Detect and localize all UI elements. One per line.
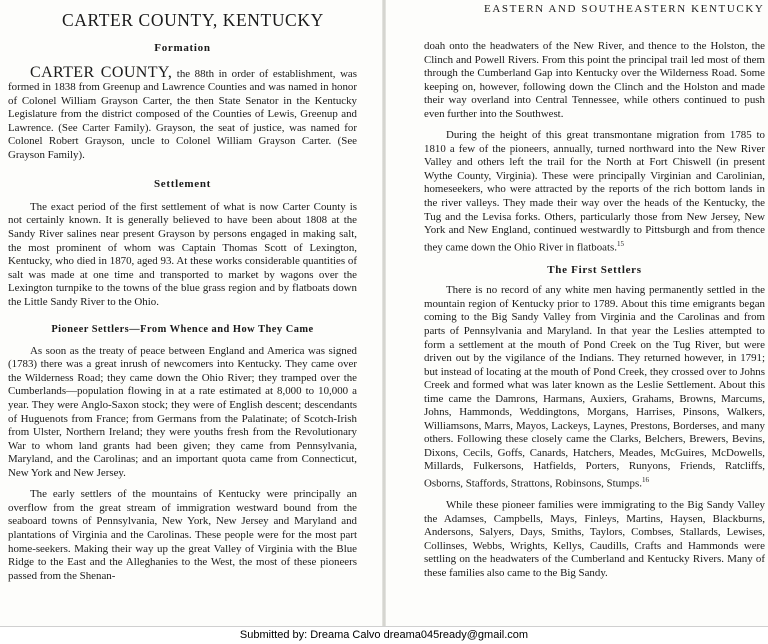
right-running-head: EASTERN AND SOUTHEASTERN KENTUCKY [484,3,765,15]
left-running-head: CARTER COUNTY, KENTUCKY [62,10,324,30]
formation-paragraph [8,63,358,163]
migration-paragraph [424,129,765,255]
continued-paragraph: doah onto the headwaters of the New River, and thence to the Holston, the Clinch and Powell Rivers. From this point the principal trail led most of them through the Cumberland Gap into Kentucky over the Wilderness Road. Some keeping on, however, following down the Clinch and the Holston and made their way overland into Central Tennessee, while others continued to push even further into the Southwest. [424,40,765,120]
left-page [0,0,384,626]
migration-text: During the height of this great transmontane migration from 1785 to 1810 a few of the pioneers, annually, turned northward into the New River Valley and others left the trail for the North at Fort Chiswell (in present Wythe County, Virginia). These were principally Virginian and Carolinian, homeseekers, who were attracted by the reports of the rich bottom lands in the river valleys. They made their way over the heads of the Kentucky, the Tug and the Levisa forks. Others, particularly those from New Jersey, New York and New England, continued westwardly to Pittsburgh and from thence they came down the Ohio River in flatboats. [424,129,765,254]
submission-credit: Submitted by: Dreama Calvo dreama045ready@gmail.com [0,626,768,644]
formation-text: the 88th in order of establishment, was formed in 1838 from Greenup and Lawrence Counties and was named in honor of Colonel William Grayson Carter, the then State Senator in the Kentucky Legislature from the district composed of the Counties of Lewis, Greenup and Lawrence. (See Carter Family). Grayson, the seat of justice, was named for Colonel Robert Grayson, uncle to Colonel William Grayson Carter. (See Grayson Family). [8,67,358,161]
left-column [8,42,357,583]
footnote-marker-15: 15 [616,239,624,248]
formation-opener: CARTER COUNTY, [30,63,173,81]
first-settlers-heading: The First Settlers [547,263,642,276]
settlement-paragraph: The exact period of the first settlement of what is now Carter County is not certainly known. It is generally believed to have been about 1808 at the Sandy River salines near present Grayson by persons engaged in making salt, the most prominent of whom was Captain Thomas Scott of Lexington, Kentucky, who died in 1870, aged 93. At these works considerable quantities of salt was made at one time and transported to market by wagons over the Lexington turnpike to the towns of the blue grass region and by flatboats down the Little Sandy River to the Ohio. [8,200,357,308]
settlement-heading: Settlement [153,178,212,191]
formation-heading: Formation [154,42,211,54]
right-column [424,40,765,580]
footnote-marker-16: 16 [641,476,649,485]
first-settlers-text-1: There is no record of any white men having permanently settled in the mountain region of Kentucky prior to 1789. About this time emigrants began coming to the Big Sandy Valley from Virginia and the Carolinas and from parts of Pennsylvania and Maryland. In that year the Leslies attempted to form a settlement at the mouth of Pond Creek on the Tug River, but were driven out by the vigilance of the Indians. They returned however, in 1791; but instead of locating at the mouth of Pond Creek, they crossed over to Johns Creek and formed what was later known as the Leslie Settlement. About this time came the Damrons, Harmans, Auxiers, Grahams, Browns, Marcums, Johns, Hammonds, Weddingtons, Morgans, Harrises, Pinsons, Walkers, Williamsons, Marrs, Mayos, Lackeys, Laynes, Prestons, Borderses, and many others. Following these closely came the Clarks, Belchers, Brewers, Bevins, Dixons, Cecils, Goffs, Canards, Hatchers, Meades, McGuires, McDowells, Millards, Fulkersons, Hatfields, Porters, Runyons, Friends, Ratcliffs, Osborns, Staffords, Strattons, Robinsons, Stumps. [424,284,765,490]
pioneer-paragraph-1: As soon as the treaty of peace between England and America was signed (1783) there was a great inrush of newcomers into Kentucky. They came over the Wilderness Road; they came down the Ohio River; they tramped over the Cumberlands—population flowing in at a rate estimated at 8,000 to 10,000 a year. They were Anglo-Saxon stock; they were of English descent; descendants of Huguenots from France; from Germans from the Palatinate; of Scotch-Irish from Ulster, Northern Ireland; they were youths fresh from the Revolutionary War to whom land grants had been given; they came from Pennsylvania, Maryland, and the Carolinas; and an important quota came from Connecticut, New York and New Jersey. [8,344,357,479]
first-settlers-paragraph-1 [424,284,765,491]
pioneer-settlers-heading: Pioneer Settlers—From Whence and How They Came [51,324,314,336]
first-settlers-paragraph-2: While these pioneer families were immigrating to the Big Sandy Valley the Adamses, Campbells, Mays, Finleys, Martins, Haysen, Blackburns, Andersons, Salyers, Days, Smiths, Taylors, Combses, Stallards, Lewises, Collinses, Webbs, Wrights, Kellys, Caudills, Crafts and Hammonds were settling on the headwaters of the Cumberland and Kentucky Rivers. Many of these families also came to the Big Sandy. [424,499,765,579]
pioneer-paragraph-2: The early settlers of the mountains of Kentucky were principally an overflow from the great stream of immigration westward bound from the seaboard towns of Pennsylvania, New York, New Jersey and Maryland and plantations of Virginia and the Carolinas. These people were for the most part home-seekers. Making their way up the great Valley of Virginia with the Blue Ridge to the East and the Alleghanies to the West, the most of these pioneers passed from the Shenan- [8,488,357,582]
